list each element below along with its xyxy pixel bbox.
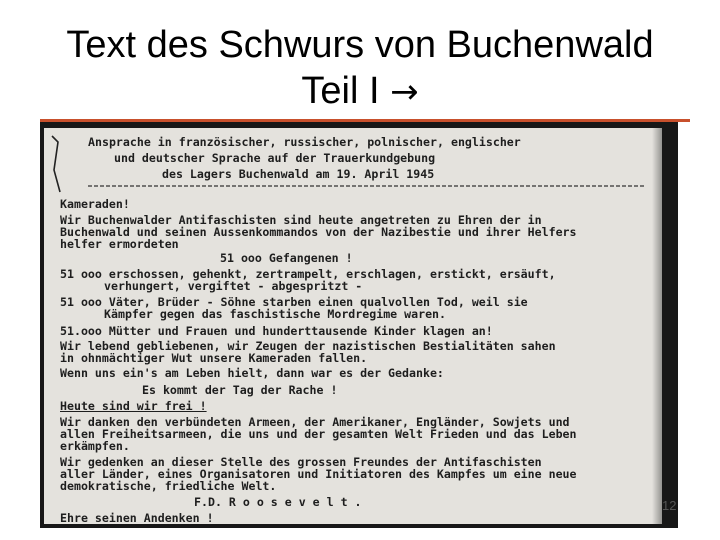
page-corner-mark [46,132,66,198]
doc-line-2: und deutscher Sprache auf der Trauerkundgebung [114,151,436,165]
doc-line-22: Wir gedenken an dieser Stelle des grossen Freundes der Antifaschisten [60,455,542,469]
doc-line-17: Es kommt der Tag der Rache ! [142,383,338,397]
doc-line-18: Heute sind wir frei ! [60,399,207,413]
slide-title [0,22,720,115]
separator-dashes [88,184,648,188]
doc-line-23: aller Länder, eines Organisatoren und Initiatoren des Kampfes um eine neue [60,467,577,481]
doc-line-26: Ehre seinen Andenken ! [60,511,214,524]
doc-line-16: Wenn uns ein's am Leben hielt, dann war es der Gedanke: [60,366,444,380]
doc-line-24: demokratische, friedliche Welt. [60,479,277,493]
slide-title-line-2 [0,68,720,115]
doc-line-8: 51 ooo Gefangenen ! [220,251,353,265]
doc-line-11: 51 ooo Väter, Brüder - Söhne starben einen qualvollen Tod, weil sie [60,295,528,309]
doc-line-1: Ansprache in französischer, russischer, polnischer, englischer [88,135,521,149]
doc-line-15: in ohnmächtiger Wut unsere Kameraden fallen. [60,351,368,365]
document-scan [40,122,678,528]
typewritten-page [44,128,662,524]
doc-line-12: Kämpfer gegen das faschistische Mordregime waren. [104,307,447,321]
doc-line-7: helfer ermordeten [60,237,179,251]
doc-line-13: 51.ooo Mütter und Frauen und hunderttausende Kinder klagen an! [60,324,493,338]
doc-line-3: des Lagers Buchenwald am 19. April 1945 [162,167,435,181]
doc-line-19: Wir danken den verbündeten Armeen, der Amerikaner, Engländer, Sowjets und [60,415,570,429]
slide-title-line-1: Text des Schwurs von Buchenwald [66,24,654,66]
doc-line-10: verhungert, vergiftet - abgespritzt - [104,279,363,293]
doc-line-4: Kameraden! [60,197,130,211]
doc-line-20: allen Freiheitsarmeen, die uns und der gesamten Welt Frieden und das Leben [60,427,577,441]
doc-line-6: Buchenwald und seinen Aussenkommandos von der Nazibestie und ihrer Helfers [60,225,577,239]
doc-line-9: 51 ooo erschossen, gehenkt, zertrampelt, erschlagen, erstickt, ersäuft, [60,267,556,281]
page-number: 12 [662,498,677,513]
doc-line-5: Wir Buchenwalder Antifaschisten sind heute angetreten zu Ehren der in [60,213,542,227]
doc-line-14: Wir lebend gebliebenen, wir Zeugen der nazistischen Bestialitäten sahen [60,339,556,353]
right-arrow-icon: → [390,72,419,112]
slide-title-part: Teil I [301,70,380,112]
doc-line-25: F.D. R o o s e v e l t . [194,495,362,509]
doc-line-21: erkämpfen. [60,439,130,453]
